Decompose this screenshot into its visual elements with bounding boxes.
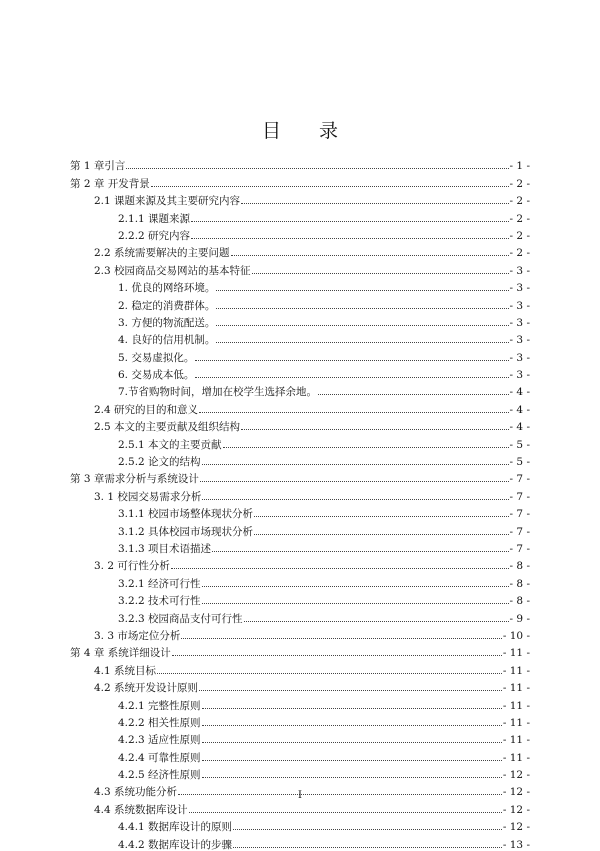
dot-leader (195, 377, 508, 378)
toc-entry-page: - 12 - (502, 803, 530, 816)
toc-entry-page: - 8 - (509, 577, 530, 590)
toc-entry[interactable] (70, 538, 530, 555)
toc-entry-title: 2.1.1 课题来源 (118, 212, 191, 225)
page-number: I (298, 790, 302, 801)
dot-leader (189, 812, 502, 813)
toc-entry[interactable] (70, 155, 530, 172)
toc-entry-page: - 11 - (502, 699, 530, 712)
toc-entry-page: - 7 - (509, 542, 530, 555)
toc-entry[interactable] (70, 381, 530, 398)
dot-leader (244, 621, 509, 622)
toc-entry-title: 3.2.2 技术可行性 (118, 595, 201, 608)
toc-entry[interactable] (70, 729, 530, 746)
toc-entry[interactable] (70, 798, 530, 815)
toc-entry-page: - 1 - (509, 160, 530, 173)
toc-entry-page: - 3 - (509, 316, 530, 329)
toc-entry-page: - 9 - (509, 612, 530, 625)
dot-leader (254, 534, 508, 535)
toc-entry[interactable] (70, 329, 530, 346)
toc-entry[interactable] (70, 555, 530, 572)
toc-entry[interactable] (70, 607, 530, 624)
toc-entry[interactable] (70, 172, 530, 189)
toc-entry[interactable] (70, 572, 530, 589)
toc-entry[interactable] (70, 659, 530, 676)
toc-entry-page: - 13 - (502, 838, 530, 851)
dot-leader (216, 325, 508, 326)
dot-leader (241, 429, 509, 430)
toc-entry-title: 7.节省购物时间，增加在校学生选择余地。 (118, 386, 318, 399)
dot-leader (191, 238, 508, 239)
toc-entry-page: - 3 - (509, 369, 530, 382)
toc-entry[interactable] (70, 764, 530, 781)
toc-entry-page: - 2 - (509, 229, 530, 242)
toc-entry-page: - 3 - (509, 351, 530, 364)
dot-leader (202, 586, 509, 587)
dot-leader (195, 360, 508, 361)
toc-entry-page: - 4 - (509, 421, 530, 434)
toc-entry-title: 3. 2 可行性分析 (94, 560, 170, 573)
toc-entry-title: 4.4.1 数据库设计的原则 (118, 821, 233, 834)
dot-leader (202, 725, 502, 726)
dot-leader (202, 742, 502, 743)
toc-entry-title: 2.1 课题来源及其主要研究内容 (94, 195, 241, 208)
toc-entry-title: 3.2.3 校园商品支付可行性 (118, 612, 243, 625)
dot-leader (252, 273, 509, 274)
toc-entry-page: - 7 - (509, 490, 530, 503)
toc-entry-title: 第 2 章 开发背景 (70, 177, 150, 190)
toc-entry[interactable] (70, 398, 530, 415)
toc-entry-title: 第 1 章引言 (70, 160, 126, 173)
dot-leader (318, 394, 509, 395)
dot-leader (216, 342, 508, 343)
toc-entry-title: 3.1.1 校园市场整体现状分析 (118, 508, 254, 521)
toc-entry[interactable] (70, 277, 530, 294)
dot-leader (199, 690, 502, 691)
dot-leader (216, 290, 508, 291)
toc-entry-page: - 12 - (502, 786, 530, 799)
toc-entry-title: 4.2.4 可靠性原则 (118, 751, 201, 764)
toc-entry[interactable] (70, 625, 530, 642)
dot-leader (202, 777, 502, 778)
toc-entry-title: 3. 1 校园交易需求分析 (94, 490, 202, 503)
toc-entry-page: - 2 - (509, 247, 530, 260)
table-of-contents (70, 155, 530, 851)
toc-entry[interactable] (70, 503, 530, 520)
dot-leader (171, 568, 509, 569)
toc-entry-page: - 8 - (509, 595, 530, 608)
toc-entry[interactable] (70, 312, 530, 329)
toc-entry-page: - 11 - (502, 682, 530, 695)
toc-entry-page: - 10 - (502, 629, 530, 642)
dot-leader (254, 516, 508, 517)
toc-entry[interactable] (70, 468, 530, 485)
toc-entry-page: - 7 - (509, 508, 530, 521)
toc-entry-title: 4.4.2 数据库设计的步骤 (118, 838, 233, 851)
toc-entry[interactable] (70, 485, 530, 502)
toc-entry-title: 2.2 系统需要解决的主要问题 (94, 247, 230, 260)
toc-entry[interactable] (70, 816, 530, 833)
toc-entry[interactable] (70, 590, 530, 607)
toc-entry-title: 4.2.3 适应性原则 (118, 734, 201, 747)
toc-entry-page: - 7 - (509, 473, 530, 486)
toc-entry-title: 4.1 系统目标 (94, 664, 157, 677)
toc-entry[interactable] (70, 225, 530, 242)
dot-leader (233, 829, 502, 830)
toc-entry-title: 2.5.1 本文的主要贡献 (118, 438, 222, 451)
toc-entry-title: 3.1.3 项目术语描述 (118, 542, 212, 555)
toc-entry[interactable] (70, 190, 530, 207)
dot-leader (212, 551, 508, 552)
dot-leader (233, 847, 502, 848)
toc-entry[interactable] (70, 364, 530, 381)
toc-entry-title: 3. 3 市场定位分析 (94, 629, 181, 642)
toc-entry-page: - 11 - (502, 664, 530, 677)
page-title: 目 录 (261, 120, 355, 142)
toc-entry-title: 3. 方便的物流配送。 (118, 316, 216, 329)
toc-entry-title: 2.2.2 研究内容 (118, 229, 191, 242)
toc-entry-title: 3.2.1 经济可行性 (118, 577, 201, 590)
toc-entry-page: - 3 - (509, 299, 530, 312)
toc-entry[interactable] (70, 833, 530, 850)
dot-leader (172, 655, 502, 656)
toc-entry-page: - 4 - (509, 386, 530, 399)
toc-entry-title: 3.1.2 具体校园市场现状分析 (118, 525, 254, 538)
toc-entry[interactable] (70, 451, 530, 468)
toc-entry-title: 4.2.2 相关性原则 (118, 716, 201, 729)
toc-entry-title: 第 4 章 系统详细设计 (70, 647, 171, 660)
dot-leader (202, 499, 508, 500)
toc-entry-title: 4.4 系统数据库设计 (94, 803, 188, 816)
toc-entry-title: 4.3 系统功能分析 (94, 786, 178, 799)
toc-entry-title: 4.2 系统开发设计原则 (94, 682, 199, 695)
toc-entry-title: 2.4 研究的目的和意义 (94, 403, 199, 416)
toc-entry-title: 2.5.2 论文的结构 (118, 456, 201, 469)
dot-leader (202, 760, 502, 761)
toc-entry-page: - 5 - (509, 456, 530, 469)
toc-entry-page: - 8 - (509, 560, 530, 573)
toc-entry-page: - 11 - (502, 734, 530, 747)
dot-leader (181, 638, 501, 639)
toc-entry-title: 2.3 校园商品交易网站的基本特征 (94, 264, 251, 277)
toc-entry[interactable] (70, 712, 530, 729)
toc-entry[interactable] (70, 746, 530, 763)
dot-leader (202, 464, 509, 465)
dot-leader (157, 673, 502, 674)
dot-leader (241, 203, 509, 204)
dot-leader (202, 603, 509, 604)
toc-entry-page: - 3 - (509, 334, 530, 347)
dot-leader (199, 412, 509, 413)
toc-entry-page: - 12 - (502, 769, 530, 782)
toc-entry[interactable] (70, 677, 530, 694)
toc-entry-page: - 2 - (509, 177, 530, 190)
toc-entry[interactable] (70, 642, 530, 659)
toc-entry-page: - 7 - (509, 525, 530, 538)
toc-entry-page: - 11 - (502, 647, 530, 660)
toc-entry[interactable] (70, 433, 530, 450)
toc-entry-title: 第 3 章需求分析与系统设计 (70, 473, 199, 486)
toc-entry-title: 2.5 本文的主要贡献及组织结构 (94, 421, 241, 434)
toc-entry[interactable] (70, 520, 530, 537)
toc-entry-title: 2. 稳定的消费群体。 (118, 299, 216, 312)
toc-entry-page: - 3 - (509, 264, 530, 277)
toc-entry[interactable] (70, 416, 530, 433)
toc-entry[interactable] (70, 346, 530, 363)
toc-entry-title: 5. 交易虚拟化。 (118, 351, 195, 364)
toc-entry-page: - 12 - (502, 821, 530, 834)
toc-entry-title: 6. 交易成本低。 (118, 369, 195, 382)
toc-entry-title: 4.2.5 经济性原则 (118, 769, 201, 782)
dot-leader (151, 186, 509, 187)
dot-leader (216, 308, 508, 309)
dot-leader (202, 708, 502, 709)
toc-entry-page: - 11 - (502, 716, 530, 729)
dot-leader (191, 221, 508, 222)
toc-entry[interactable] (70, 259, 530, 276)
toc-entry[interactable] (70, 207, 530, 224)
toc-entry-page: - 5 - (509, 438, 530, 451)
toc-entry[interactable] (70, 242, 530, 259)
toc-entry-page: - 2 - (509, 195, 530, 208)
toc-entry-page: - 2 - (509, 212, 530, 225)
dot-leader (231, 255, 509, 256)
toc-entry[interactable] (70, 294, 530, 311)
dot-leader (126, 168, 508, 169)
toc-entry-title: 1. 优良的网络环境。 (118, 282, 216, 295)
toc-entry-page: - 3 - (509, 282, 530, 295)
toc-entry-title: 4.2.1 完整性原则 (118, 699, 201, 712)
toc-entry[interactable] (70, 694, 530, 711)
dot-leader (200, 481, 509, 482)
dot-leader (223, 447, 509, 448)
toc-entry-page: - 11 - (502, 751, 530, 764)
toc-entry-page: - 4 - (509, 403, 530, 416)
toc-entry-title: 4. 良好的信用机制。 (118, 334, 216, 347)
